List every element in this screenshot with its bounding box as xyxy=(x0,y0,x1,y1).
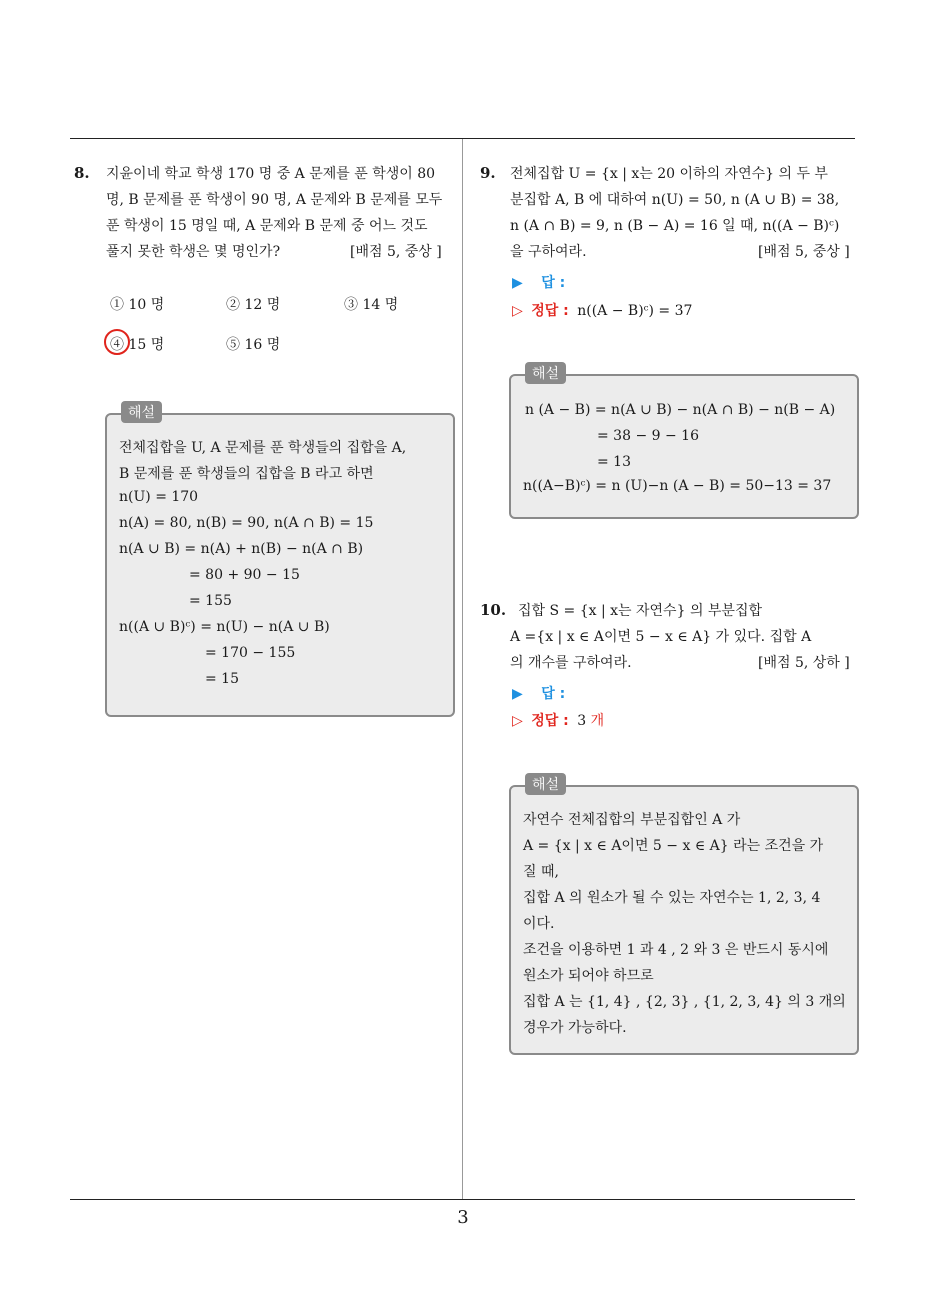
correct-value: n((A − B)ᶜ) = 37 xyxy=(577,303,693,319)
question-text-line: 지윤이네 학교 학생 170 명 중 A 문제를 푼 학생이 80 xyxy=(106,166,436,182)
play-arrow-icon: ▶ xyxy=(512,686,523,702)
explanation-line: 집합 A 의 원소가 될 수 있는 자연수는 1, 2, 3, 4 xyxy=(523,890,821,906)
question-number: 8. xyxy=(74,164,90,182)
explanation-box xyxy=(509,366,859,519)
choice-4[interactable]: ④ 15 명 xyxy=(110,337,165,353)
correct-unit: 개 xyxy=(590,713,605,729)
question-text-line: 명, B 문제를 푼 학생이 90 명, A 문제와 B 문제를 모두 xyxy=(106,192,443,208)
score-label: [배점 5, 중상 ] xyxy=(758,244,850,260)
answer-label: 답 : xyxy=(541,686,566,702)
question-text-line: 푼 학생이 15 명일 때, A 문제와 B 문제 중 어느 것도 xyxy=(106,218,428,234)
question-text-line: 의 개수를 구하여라. xyxy=(510,655,632,671)
explanation-line: 질 때, xyxy=(523,864,559,880)
score-label: [배점 5, 중상 ] xyxy=(350,244,442,260)
correct-answer-row xyxy=(512,300,692,320)
outline-arrow-icon: ▷ xyxy=(512,303,523,319)
explanation-line: 경우가 가능하다. xyxy=(523,1020,627,1036)
explanation-line: = 13 xyxy=(597,454,631,470)
question-text-line: 집합 S = {x | x는 자연수} 의 부분집합 xyxy=(518,603,763,619)
correct-label: 정답 : xyxy=(531,713,569,729)
explanation-line: n((A ∪ B)ᶜ) = n(U) − n(A ∪ B) xyxy=(119,619,330,635)
explanation-line: n(A ∪ B) = n(A) + n(B) − n(A ∩ B) xyxy=(119,541,364,557)
explanation-box xyxy=(509,777,859,1055)
answer-row xyxy=(512,683,565,703)
explanation-line: 조건을 이용하면 1 과 4 , 2 와 3 은 반드시 동시에 xyxy=(523,942,829,958)
explanation-line: 원소가 되어야 하므로 xyxy=(523,968,654,984)
answer-row xyxy=(512,272,565,292)
answer-label: 답 : xyxy=(541,275,566,291)
correct-answer-row xyxy=(512,710,604,730)
explanation-line: 자연수 전체집합의 부분집합인 A 가 xyxy=(523,812,741,828)
question-number: 9. xyxy=(480,164,496,182)
explanation-line: B 문제를 푼 학생들의 집합을 B 라고 하면 xyxy=(119,466,374,482)
explanation-line: = 38 − 9 − 16 xyxy=(597,428,699,444)
question-text-line: 풀지 못한 학생은 몇 명인가? xyxy=(106,244,281,260)
question-text-line: n (A ∩ B) = 9, n (B − A) = 16 일 때, n((A − B)ᶜ) xyxy=(510,218,840,234)
explanation-line: A = {x | x ∈ A이면 5 − x ∈ A} 라는 조건을 가 xyxy=(523,838,824,854)
explanation-line: n (A − B) = n(A ∪ B) − n(A ∩ B) − n(B − A) xyxy=(525,402,836,418)
explanation-line: 전체집합을 U, A 문제를 푼 학생들의 집합을 A, xyxy=(119,440,407,456)
explanation-tag: 해설 xyxy=(121,401,162,423)
explanation-line: = 155 xyxy=(189,593,232,609)
question-text-line: A ={x | x ∈ A이면 5 − x ∈ A} 가 있다. 집합 A xyxy=(510,629,812,645)
explanation-line: n((A−B)ᶜ) = n (U)−n (A − B) = 50−13 = 37 xyxy=(523,478,832,494)
explanation-box xyxy=(105,405,455,717)
explanation-line: n(A) = 80, n(B) = 90, n(A ∩ B) = 15 xyxy=(119,515,374,531)
choice-2[interactable]: ② 12 명 xyxy=(226,297,281,313)
bottom-rule xyxy=(70,1199,855,1200)
score-label: [배점 5, 상하 ] xyxy=(758,655,850,671)
explanation-line: n(U) = 170 xyxy=(119,489,199,505)
explanation-line: = 80 + 90 − 15 xyxy=(189,567,300,583)
play-arrow-icon: ▶ xyxy=(512,275,523,291)
correct-value: 3 xyxy=(577,713,587,729)
explanation-line: = 170 − 155 xyxy=(205,645,296,661)
choice-3[interactable]: ③ 14 명 xyxy=(344,297,399,313)
selected-answer-circle-icon xyxy=(104,329,130,355)
explanation-line: 집합 A 는 {1, 4} , {2, 3} , {1, 2, 3, 4} 의 3 개의 xyxy=(523,994,846,1010)
explanation-line: = 15 xyxy=(205,671,239,687)
column-divider xyxy=(462,139,463,1199)
correct-label: 정답 : xyxy=(531,303,569,319)
page-number: 3 xyxy=(457,1207,469,1228)
question-text-line: 전체집합 U = {x | x는 20 이하의 자연수} 의 두 부 xyxy=(510,166,828,182)
question-text-line: 을 구하여라. xyxy=(510,244,587,260)
question-number: 10. xyxy=(480,601,507,619)
explanation-tag: 해설 xyxy=(525,362,566,384)
choice-1[interactable]: ① 10 명 xyxy=(110,297,165,313)
outline-arrow-icon: ▷ xyxy=(512,713,523,729)
explanation-tag: 해설 xyxy=(525,773,566,795)
question-text-line: 분집합 A, B 에 대하여 n(U) = 50, n (A ∪ B) = 38, xyxy=(510,192,840,208)
explanation-line: 이다. xyxy=(523,916,555,932)
choice-5[interactable]: ⑤ 16 명 xyxy=(226,337,281,353)
